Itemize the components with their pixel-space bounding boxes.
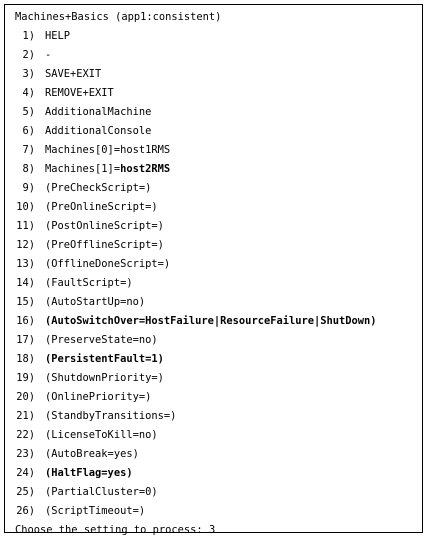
menu-item-number: 16) [16, 315, 35, 327]
menu-item-label: (PartialCluster=0) [45, 486, 158, 498]
menu-item-label: - [45, 49, 52, 61]
menu-list [15, 27, 422, 521]
menu-item-label: HELP [45, 30, 71, 42]
menu-item[interactable] [15, 426, 422, 445]
prompt-input[interactable]: 3 [208, 524, 216, 536]
menu-item[interactable] [15, 46, 422, 65]
menu-item-number: 21) [16, 410, 35, 422]
menu-item-number: 9) [22, 182, 35, 194]
menu-item[interactable] [15, 293, 422, 312]
menu-item[interactable] [15, 331, 422, 350]
menu-item-number: 5) [22, 106, 35, 118]
prompt-line [15, 521, 422, 540]
menu-item[interactable] [15, 103, 422, 122]
menu-item-number: 10) [16, 201, 35, 213]
menu-item[interactable] [15, 122, 422, 141]
terminal-window [4, 4, 423, 536]
menu-item-label: Machines[1]= [45, 163, 121, 175]
menu-item[interactable] [15, 141, 422, 160]
menu-item-number: 26) [16, 505, 35, 517]
menu-item-number: 25) [16, 486, 35, 498]
menu-item-number: 3) [22, 68, 35, 80]
menu-item[interactable] [15, 502, 422, 521]
menu-item[interactable] [15, 445, 422, 464]
menu-item-label: AdditionalMachine [45, 106, 152, 118]
menu-item-number: 19) [16, 372, 35, 384]
menu-item-label: (OfflineDoneScript=) [45, 258, 171, 270]
menu-item[interactable] [15, 388, 422, 407]
menu-item-label: (AutoStartUp=no) [45, 296, 146, 308]
menu-item[interactable] [15, 179, 422, 198]
menu-item-label: (AutoSwitchOver=HostFailure|ResourceFailure|ShutDown) [45, 315, 377, 327]
menu-item-number: 13) [16, 258, 35, 270]
menu-item-number: 11) [16, 220, 35, 232]
menu-item-label: (PreOnlineScript=) [45, 201, 158, 213]
menu-item-label: (HaltFlag=yes) [45, 467, 133, 479]
menu-item-label: (FaultScript=) [45, 277, 133, 289]
prompt-label: Choose the setting to process: [15, 524, 203, 536]
menu-item-number: 7) [22, 144, 35, 156]
menu-item-number: 15) [16, 296, 35, 308]
menu-item-label: REMOVE+EXIT [45, 87, 114, 99]
menu-item-number: 18) [16, 353, 35, 365]
menu-item-label: (PreserveState=no) [45, 334, 158, 346]
menu-item-label: (OnlinePriority=) [45, 391, 152, 403]
menu-title: Machines+Basics (app1:consistent) [15, 11, 222, 23]
menu-item[interactable] [15, 274, 422, 293]
menu-item-label: (ScriptTimeout=) [45, 505, 146, 517]
menu-item[interactable] [15, 217, 422, 236]
menu-item-number: 22) [16, 429, 35, 441]
menu-item-number: 4) [22, 87, 35, 99]
menu-item[interactable] [15, 483, 422, 502]
menu-item-label: (AutoBreak=yes) [45, 448, 139, 460]
menu-item-label: (PreOfflineScript=) [45, 239, 164, 251]
menu-item-label: (PersistentFault=1) [45, 353, 164, 365]
menu-item-number: 6) [22, 125, 35, 137]
menu-item[interactable] [15, 84, 422, 103]
menu-item-label: (StandbyTransitions=) [45, 410, 177, 422]
menu-item-number: 23) [16, 448, 35, 460]
menu-item[interactable] [15, 350, 422, 369]
menu-item-number: 1) [22, 30, 35, 42]
menu-item-label: (PostOnlineScript=) [45, 220, 164, 232]
menu-item-number: 20) [16, 391, 35, 403]
menu-item[interactable] [15, 255, 422, 274]
menu-item[interactable] [15, 407, 422, 426]
menu-item[interactable] [15, 160, 422, 179]
menu-item[interactable] [15, 464, 422, 483]
menu-item-label: SAVE+EXIT [45, 68, 102, 80]
menu-item[interactable] [15, 312, 422, 331]
menu-item[interactable] [15, 27, 422, 46]
menu-item-label: (ShutdownPriority=) [45, 372, 164, 384]
menu-item-label: (LicenseToKill=no) [45, 429, 158, 441]
menu-item[interactable] [15, 369, 422, 388]
menu-item-number: 17) [16, 334, 35, 346]
menu-item-label: AdditionalConsole [45, 125, 152, 137]
menu-item-number: 24) [16, 467, 35, 479]
menu-item-number: 14) [16, 277, 35, 289]
menu-item[interactable] [15, 65, 422, 84]
menu-item[interactable] [15, 198, 422, 217]
menu-item-label: (PreCheckScript=) [45, 182, 152, 194]
menu-item-number: 2) [22, 49, 35, 61]
menu-item-label: host2RMS [120, 163, 171, 175]
menu-item-number: 12) [16, 239, 35, 251]
menu-item[interactable] [15, 236, 422, 255]
menu-item-label: Machines[0]=host1RMS [45, 144, 171, 156]
menu-item-number: 8) [22, 163, 35, 175]
